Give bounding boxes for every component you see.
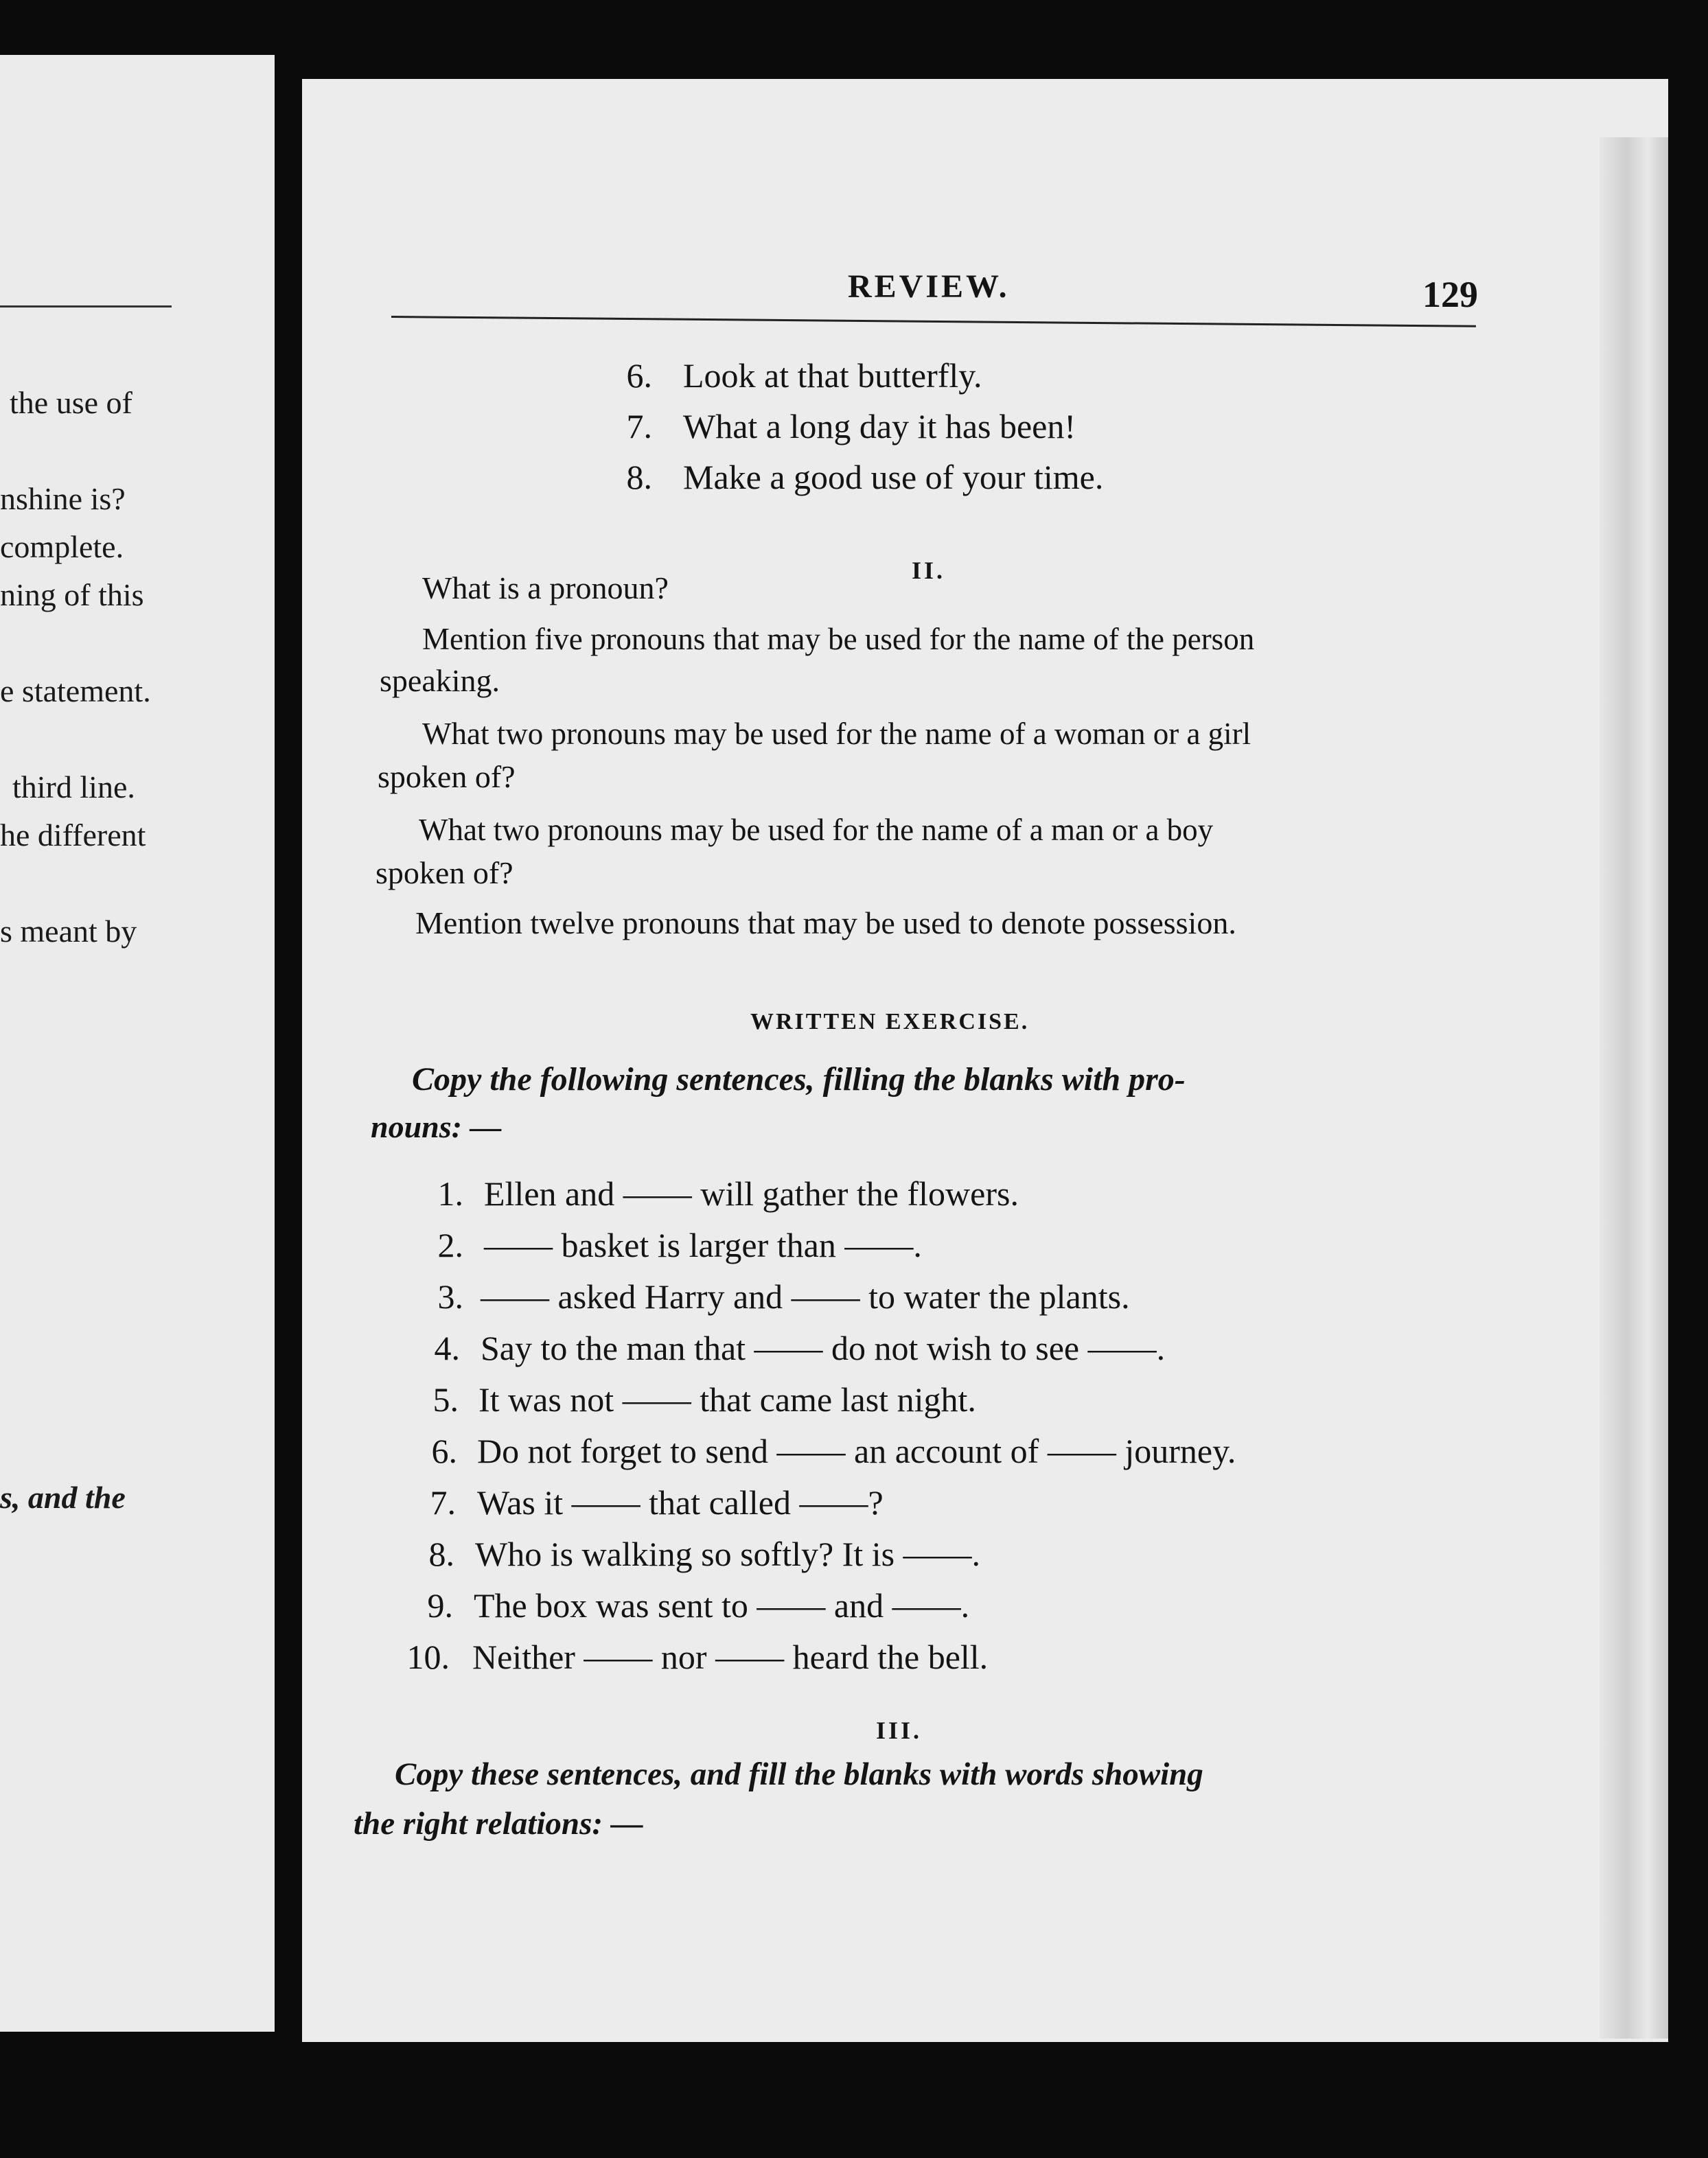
instruction-line: nouns: — [371,1109,502,1144]
item-number: 10. [406,1638,450,1676]
left-fragment: nshine is? [0,481,126,516]
left-fragment: he different [0,817,146,852]
list-item: Look at that butterfly. [683,356,982,395]
left-page-rule [0,305,172,308]
running-head: REVIEW. [848,268,1010,305]
exercise-item: Ellen and —— will gather the flowers. [484,1174,1019,1213]
question-line: What two pronouns may be used for the name of a man or a boy [419,813,1214,847]
exercise-item: Was it —— that called ——? [477,1483,884,1522]
item-number: 8. [428,1535,454,1573]
question-line: spoken of? [378,759,516,794]
question-line: Mention five pronouns that may be used for the name of the person [422,622,1255,656]
page-number: 129 [1422,274,1478,315]
section-heading: III. [876,1717,923,1744]
item-number: 7. [626,407,652,445]
item-number: 1. [437,1174,463,1213]
exercise-item: —— basket is larger than ——. [484,1226,922,1264]
exercise-item: —— asked Harry and —— to water the plants. [481,1277,1130,1316]
question-line: spoken of? [376,855,513,890]
item-number: 8. [626,458,652,496]
left-fragment: ning of this [0,577,144,612]
item-number: 7. [430,1483,456,1522]
book-gutter [275,69,302,2025]
written-exercise-heading: WRITTEN EXERCISE. [750,1009,1030,1034]
exercise-item: Say to the man that —— do not wish to see ——. [481,1329,1166,1367]
section-heading: II. [912,557,946,584]
exercise-item: Neither —— nor —— heard the bell. [472,1638,989,1676]
item-number: 3. [437,1277,463,1316]
exercise-item: Do not forget to send —— an account of —— journey. [477,1432,1236,1470]
instruction-line: Copy the following sentences, filling the blanks with pro- [412,1061,1186,1098]
item-number: 5. [432,1380,459,1419]
list-item: What a long day it has been! [683,407,1076,445]
left-fragment: s, and the [0,1480,126,1515]
page-edge-shading [1600,137,1668,2039]
question-line: What two pronouns may be used for the name of a woman or a girl [422,717,1251,751]
exercise-item: The box was sent to —— and ——. [474,1586,970,1625]
item-number: 2. [437,1226,463,1264]
instruction-line: Copy these sentences, and fill the blanks with words showing [395,1756,1203,1792]
list-item: Make a good use of your time. [683,458,1104,496]
question-line: Mention twelve pronouns that may be used to denote possession. [415,905,1236,940]
left-fragment: the use of [10,385,132,420]
item-number: 6. [626,356,652,395]
item-number: 6. [431,1432,457,1470]
left-fragment: e statement. [0,673,151,708]
item-number: 9. [427,1586,453,1625]
left-fragment: third line. [12,769,135,804]
left-fragment: s meant by [0,914,137,949]
instruction-line: the right relations: — [354,1806,643,1842]
exercise-item: Who is walking so softly? It is ——. [475,1535,981,1573]
question-line: What is a pronoun? [422,570,669,605]
exercise-item: It was not —— that came last night. [478,1380,976,1419]
question-line: speaking. [380,663,500,698]
left-facing-page [0,55,275,2032]
item-number: 4. [434,1329,460,1367]
left-fragment: complete. [0,529,124,564]
